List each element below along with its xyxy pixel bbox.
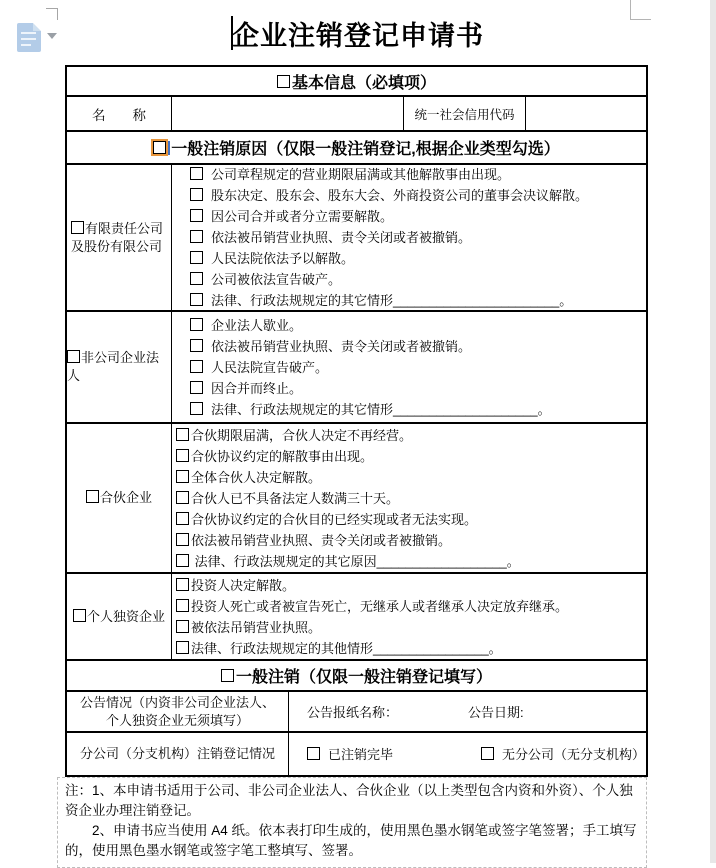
checkbox-icon[interactable] bbox=[176, 449, 189, 462]
checkbox-icon[interactable] bbox=[190, 251, 203, 264]
checkbox-icon[interactable] bbox=[481, 747, 494, 760]
reason-items bbox=[172, 574, 646, 659]
reason-item[interactable]: 人民法院宣告破产。 bbox=[172, 357, 646, 378]
reason-item[interactable]: 因公司合并或者分立需要解散。 bbox=[172, 206, 646, 227]
checkbox-icon[interactable] bbox=[190, 318, 203, 331]
reason-item[interactable]: 法律、行政法规规定的其他情形________________。 bbox=[172, 638, 646, 659]
checkbox-icon[interactable] bbox=[176, 599, 189, 612]
checkbox-icon[interactable] bbox=[307, 747, 320, 760]
branch-row bbox=[67, 733, 646, 775]
checkbox-icon[interactable] bbox=[190, 272, 203, 285]
section-header-general-dereg-label: 一般注销（仅限一般注销登记填写） bbox=[235, 669, 492, 686]
reason-item[interactable]: 因合并而终止。 bbox=[172, 378, 646, 399]
category-limited-company: 有限责任公司及股份有限公司 bbox=[67, 165, 172, 310]
name-row bbox=[67, 97, 646, 132]
form-field-caret bbox=[168, 141, 170, 155]
announcement-fields bbox=[289, 692, 646, 731]
checkbox-icon[interactable] bbox=[176, 512, 189, 525]
section-header-general-reason bbox=[67, 132, 646, 165]
checkbox-icon[interactable] bbox=[190, 230, 203, 243]
checkbox-icon[interactable] bbox=[71, 221, 84, 234]
reason-items bbox=[172, 165, 646, 310]
section-header-general-dereg bbox=[67, 661, 646, 692]
reason-item[interactable]: 合伙人已不具备法定人数满三十天。 bbox=[172, 488, 646, 509]
section-header-basic-info bbox=[67, 67, 646, 97]
checkbox-icon[interactable] bbox=[190, 209, 203, 222]
checkbox-icon[interactable] bbox=[190, 402, 203, 415]
reason-item[interactable]: 公司章程规定的营业期限届满或其他解散事由出现。 bbox=[172, 164, 646, 185]
reason-item[interactable]: 法律、行政法规规定的其它原因__________________。 bbox=[172, 551, 646, 572]
note-1: 注：1、本申请书适用于公司、非公司企业法人、合伙企业（以上类型包含内资和外资）、个人独资企业办理注销登记。 bbox=[65, 783, 633, 818]
reason-item[interactable]: 合伙期限届满，合伙人决定不再经营。 bbox=[172, 425, 646, 446]
page-title: 企业注销登记申请书 bbox=[232, 21, 484, 51]
reason-item[interactable]: 投资人决定解散。 bbox=[172, 575, 646, 596]
reason-group-partnership bbox=[67, 424, 646, 574]
reason-group-non-company bbox=[67, 312, 646, 424]
section-header-general-reason-label: 一般注销原因（仅限一般注销登记,根据企业类型勾选） bbox=[171, 141, 560, 158]
checkbox-icon[interactable] bbox=[190, 167, 203, 180]
checkbox-icon[interactable] bbox=[176, 428, 189, 441]
category-sole-proprietorship: 个人独资企业 bbox=[67, 574, 172, 659]
scrollbar-track[interactable] bbox=[710, 0, 716, 863]
reason-item[interactable]: 公司被依法宣告破产。 bbox=[172, 269, 646, 290]
reason-item[interactable]: 合伙协议约定的合伙目的已经实现或者无法实现。 bbox=[172, 509, 646, 530]
checkbox-icon[interactable] bbox=[190, 339, 203, 352]
reason-item[interactable]: 人民法院依法予以解散。 bbox=[172, 248, 646, 269]
application-form-table bbox=[65, 65, 648, 777]
checkbox-icon[interactable] bbox=[190, 381, 203, 394]
reason-item[interactable]: 依法被吊销营业执照、责令关闭或者被撤销。 bbox=[172, 336, 646, 357]
checkbox-icon[interactable] bbox=[176, 554, 189, 567]
note-2: 2、申请书应当使用 A4 纸。依本表打印生成的，使用黑色墨水钢笔或签字笔签署；手工填写的，使用黑色墨水钢笔或签字笔工整填写、签署。 bbox=[65, 823, 637, 858]
announcement-label: 公告情况（内资非公司企业法人、个人独资企业无须填写） bbox=[67, 692, 289, 731]
name-label: 名 称 bbox=[67, 97, 172, 130]
reason-item[interactable]: 全体合伙人决定解散。 bbox=[172, 467, 646, 488]
name-input[interactable] bbox=[172, 97, 404, 130]
checkbox-icon[interactable] bbox=[221, 669, 234, 682]
branch-done-option[interactable]: 已注销完毕 bbox=[307, 744, 393, 765]
branch-label: 分公司（分支机构）注销登记情况 bbox=[67, 733, 289, 775]
announcement-paper-label: 公告报纸名称： bbox=[307, 705, 399, 720]
checkbox-icon[interactable] bbox=[176, 641, 189, 654]
reason-items bbox=[172, 312, 646, 422]
reason-items bbox=[172, 424, 646, 572]
checkbox-icon[interactable] bbox=[176, 491, 189, 504]
reason-group-limited-company bbox=[67, 165, 646, 312]
reason-item[interactable]: 股东决定、股东会、股东大会、外商投资公司的董事会决议解散。 bbox=[172, 185, 646, 206]
checkbox-icon[interactable] bbox=[176, 533, 189, 546]
reason-item[interactable]: 投资人死亡或者被宣告死亡，无继承人或者继承人决定放弃继承。 bbox=[172, 596, 646, 617]
checkbox-icon[interactable] bbox=[176, 470, 189, 483]
announcement-row bbox=[67, 692, 646, 733]
branch-options bbox=[289, 733, 646, 775]
category-non-company: 非公司企业法人 bbox=[67, 312, 172, 422]
category-partnership: 合伙企业 bbox=[67, 424, 172, 572]
reason-item[interactable]: 法律、行政法规规定的其它情形_______________________。 bbox=[172, 290, 646, 311]
branch-none-option[interactable]: 无分公司（无分支机构） bbox=[481, 744, 645, 765]
reason-item[interactable]: 依法被吊销营业执照、责令关闭或者被撤销。 bbox=[172, 227, 646, 248]
notes-block bbox=[57, 777, 647, 868]
section-header-basic-info-label: 基本信息（必填项） bbox=[291, 74, 436, 92]
checkbox-icon[interactable] bbox=[67, 350, 80, 363]
reason-item[interactable]: 合伙协议约定的解散事由出现。 bbox=[172, 446, 646, 467]
credit-code-label: 统一社会信用代码 bbox=[404, 97, 526, 130]
checkbox-icon[interactable] bbox=[190, 293, 203, 306]
credit-code-input[interactable] bbox=[526, 97, 646, 130]
reason-item[interactable]: 依法被吊销营业执照、责令关闭或者被撤销。 bbox=[172, 530, 646, 551]
reason-group-sole-proprietorship bbox=[67, 574, 646, 661]
announcement-date-label: 公告日期: bbox=[468, 705, 524, 720]
checkbox-icon[interactable] bbox=[190, 360, 203, 373]
reason-item[interactable]: 被依法吊销营业执照。 bbox=[172, 617, 646, 638]
checkbox-icon[interactable] bbox=[73, 609, 86, 622]
checkbox-icon[interactable] bbox=[190, 188, 203, 201]
reason-item[interactable]: 法律、行政法规规定的其它情形____________________。 bbox=[172, 399, 646, 420]
checkbox-icon[interactable] bbox=[176, 620, 189, 633]
checkbox-icon[interactable] bbox=[153, 141, 166, 154]
checkbox-icon[interactable] bbox=[277, 75, 290, 88]
checkbox-icon[interactable] bbox=[176, 578, 189, 591]
checkbox-icon[interactable] bbox=[86, 490, 99, 503]
reason-item[interactable]: 企业法人歇业。 bbox=[172, 315, 646, 336]
